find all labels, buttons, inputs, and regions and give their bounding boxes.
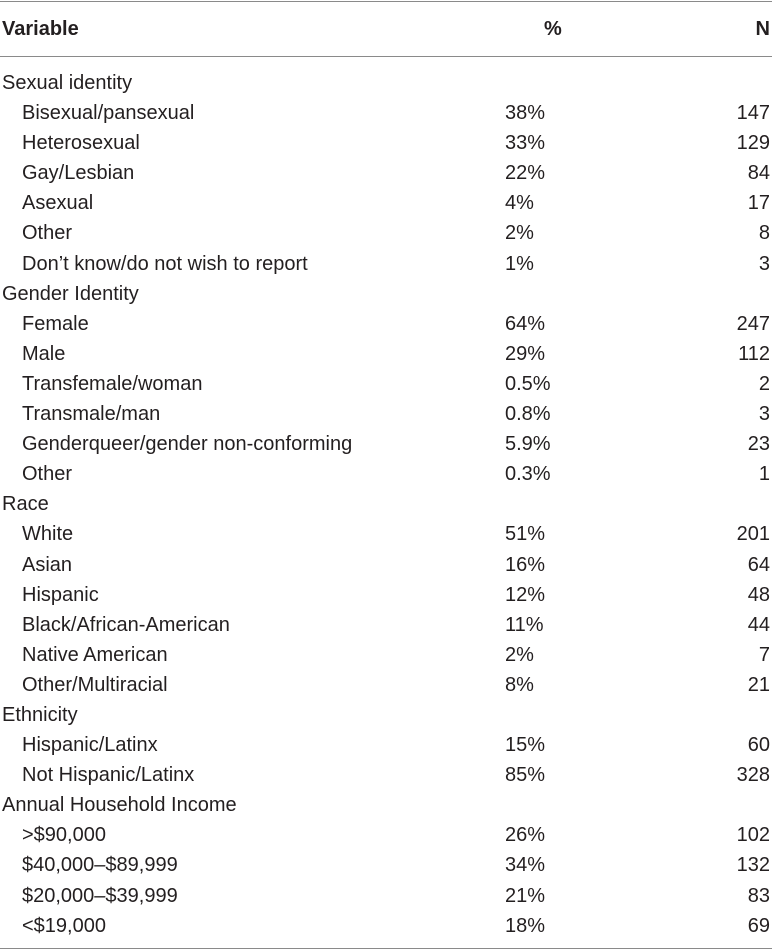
row-percent: 0.8% — [505, 403, 551, 426]
row-label: Bisexual/pansexual — [22, 102, 195, 125]
row-count: 69 — [747, 914, 770, 937]
row-label: Genderqueer/gender non-conforming — [22, 433, 353, 456]
header-percent: % — [544, 18, 562, 40]
row-percent: 11% — [505, 613, 544, 636]
group-label: Ethnicity — [2, 703, 78, 726]
row-label: Hispanic — [22, 583, 99, 606]
row-count: 247 — [736, 312, 770, 335]
table-row — [0, 459, 772, 489]
row-percent: 15% — [505, 734, 546, 757]
table-row — [0, 339, 772, 369]
table-row — [0, 249, 772, 279]
table-row — [0, 820, 772, 850]
table-row — [0, 98, 772, 128]
group-label: Race — [2, 493, 49, 516]
row-count: 21 — [747, 673, 770, 696]
row-count: 201 — [736, 523, 770, 546]
row-percent: 34% — [505, 854, 546, 877]
row-percent: 26% — [505, 824, 546, 847]
row-count: 8 — [758, 222, 770, 245]
row-percent: 4% — [505, 192, 534, 215]
row-percent: 0.3% — [505, 463, 551, 486]
table-row — [0, 158, 772, 188]
table-row — [0, 369, 772, 399]
row-label: Other — [22, 222, 73, 245]
table-group-row — [0, 790, 772, 820]
row-label: >$90,000 — [22, 824, 106, 847]
row-label: Heterosexual — [22, 132, 140, 155]
row-percent: 5.9% — [505, 433, 551, 456]
row-label: Asexual — [22, 192, 94, 215]
row-count: 129 — [736, 132, 770, 155]
table-header — [0, 1, 772, 56]
row-count: 147 — [736, 102, 770, 125]
table-row — [0, 911, 772, 941]
table-row — [0, 309, 772, 339]
row-label: Transfemale/woman — [22, 372, 203, 395]
row-label: White — [22, 523, 74, 546]
table-row — [0, 429, 772, 459]
table-row — [0, 640, 772, 670]
row-label: Not Hispanic/Latinx — [22, 764, 195, 787]
row-percent: 85% — [505, 764, 546, 787]
row-percent: 64% — [505, 312, 546, 335]
row-count: 3 — [758, 252, 770, 275]
row-percent: 0.5% — [505, 372, 551, 395]
table-group-row — [0, 279, 772, 309]
header-variable: Variable — [2, 18, 79, 40]
row-label: $20,000–$39,999 — [22, 884, 178, 907]
row-count: 23 — [747, 433, 770, 456]
row-count: 48 — [747, 583, 770, 606]
table-row — [0, 188, 772, 218]
row-count: 102 — [736, 824, 770, 847]
row-label: Female — [22, 312, 89, 335]
row-percent: 38% — [505, 102, 546, 125]
row-percent: 29% — [505, 342, 546, 365]
row-label: Transmale/man — [22, 403, 161, 426]
row-label: <$19,000 — [22, 914, 106, 937]
row-count: 60 — [747, 734, 770, 757]
table-row — [0, 399, 772, 429]
table-group-row — [0, 700, 772, 730]
row-count: 2 — [758, 372, 770, 395]
table-row — [0, 128, 772, 158]
row-percent: 12% — [505, 583, 546, 606]
row-count: 132 — [736, 854, 770, 877]
row-percent: 16% — [505, 553, 546, 576]
row-label: Native American — [22, 643, 168, 666]
table-bottom-rule — [0, 948, 772, 949]
row-percent: 33% — [505, 132, 546, 155]
row-label: Other — [22, 463, 73, 486]
row-count: 17 — [747, 192, 770, 215]
row-count: 83 — [747, 884, 770, 907]
table-row — [0, 550, 772, 580]
table-row — [0, 730, 772, 760]
row-count: 3 — [758, 403, 770, 426]
row-percent: 18% — [505, 914, 546, 937]
table-group-row — [0, 68, 772, 98]
table-row — [0, 218, 772, 248]
row-percent: 21% — [505, 884, 546, 907]
table-body — [0, 68, 772, 941]
group-label: Sexual identity — [2, 72, 133, 94]
row-label: Male — [22, 342, 66, 365]
row-label: Asian — [22, 553, 73, 576]
table-row — [0, 670, 772, 700]
row-count: 112 — [738, 342, 770, 365]
row-percent: 1% — [505, 252, 534, 275]
row-percent: 51% — [505, 523, 546, 546]
table-row — [0, 519, 772, 549]
table-group-row — [0, 489, 772, 519]
group-label: Annual Household Income — [2, 794, 237, 817]
row-percent: 8% — [505, 673, 534, 696]
table-row — [0, 850, 772, 880]
table-row — [0, 610, 772, 640]
row-label: Black/African-American — [22, 613, 230, 636]
row-count: 44 — [747, 613, 770, 636]
row-label: Gay/Lesbian — [22, 162, 135, 185]
row-label: Hispanic/Latinx — [22, 734, 158, 757]
row-percent: 2% — [505, 222, 534, 245]
header-n: N — [755, 18, 770, 40]
row-label: $40,000–$89,999 — [22, 854, 178, 877]
row-percent: 22% — [505, 162, 546, 185]
table-row — [0, 881, 772, 911]
row-percent: 2% — [505, 643, 534, 666]
table-row — [0, 760, 772, 790]
row-count: 328 — [736, 764, 770, 787]
row-count: 84 — [747, 162, 770, 185]
table-header-rule — [0, 56, 772, 57]
group-label: Gender Identity — [2, 282, 139, 305]
row-count: 1 — [758, 463, 770, 486]
row-count: 64 — [747, 553, 770, 576]
row-label: Don’t know/do not wish to report — [22, 252, 308, 275]
row-label: Other/Multiracial — [22, 673, 168, 696]
row-count: 7 — [758, 643, 770, 666]
table-row — [0, 580, 772, 610]
